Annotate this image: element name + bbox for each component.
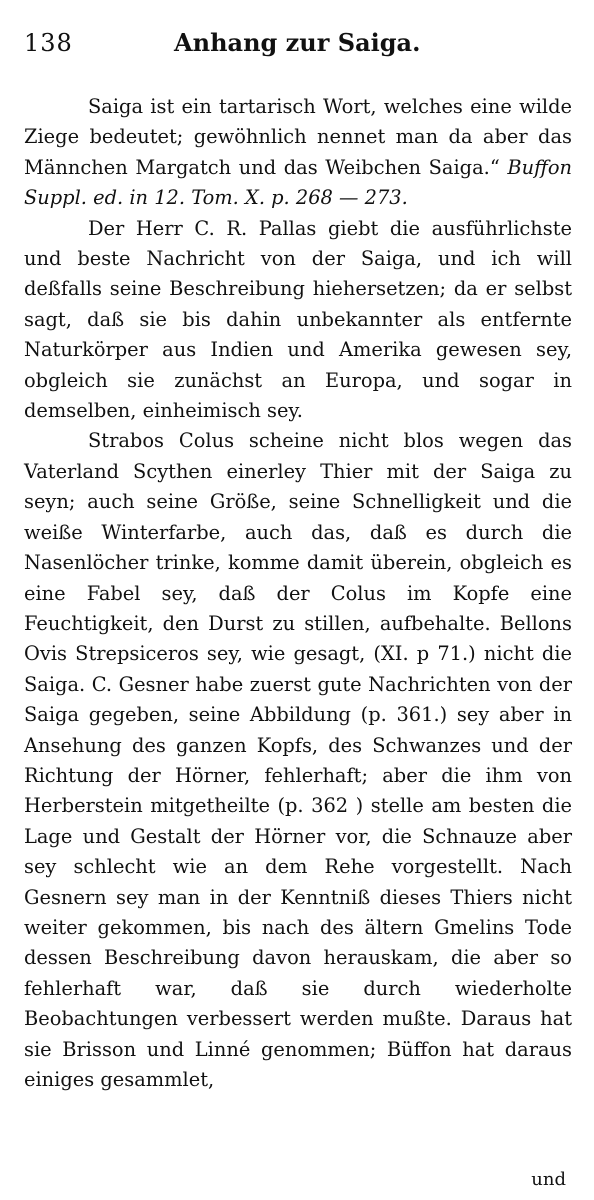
page-number: 138: [24, 29, 73, 57]
paragraph-strabo: Strabos Colus scheine nicht blos wegen das Vaterland Scythen einerley Thier mit der Saiga zu seyn; auch seine Größe, seine Schnelligkeit und die weiße Winterfarbe, auch das, daß es durch die Nasenlöcher trinke, komme damit überein, obgleich es eine Fabel sey, daß der Colus im Kopfe eine Feuchtigkeit, den Durst zu stillen, aufbehalte. Bellons Ovis Strepsiceros sey, wie gesagt, (XI. p 71.) nicht die Saiga. C. Gesner habe zuerst gute Nachrichten von der Saiga gegeben, seine Abbildung (p. 361.) sey aber in Ansehung des ganzen Kopfs, des Schwanzes und der Richtung der Hörner, fehlerhaft; aber die ihm von Herberstein mitgetheilte (p. 362 ) stelle am besten die Lage und Gestalt der Hörner vor, die Schnauze aber sey schlecht wie an dem Rehe vorgestellt. Nach Gesnern sey man in der Kenntniß dieses Thiers nicht weiter gekommen, bis nach des ältern Gmelins Tode dessen Beschreibung davon herauskam, die aber so fehlerhaft war, daß sie durch wiederholte Beobachtungen verbessert werden mußte. Daraus hat sie Brisson und Linné genommen; Büffon hat daraus einiges gesammlet,: [24, 429, 572, 1091]
buffon-citation: Buffon Suppl. ed. in 12. Tom. X. p. 268 — 273.: [24, 155, 572, 210]
running-title: Anhang zur Saiga.: [174, 28, 421, 57]
paragraph-quote-end: [24, 92, 572, 214]
catchword: und: [531, 1169, 566, 1190]
running-head: [24, 28, 572, 86]
paragraph-text: Saiga ist ein tartarisch Wort, welches eine wilde Ziege bedeutet; gewöhnlich nennet man da aber das Männchen Margatch und das Weibchen Saiga.“: [24, 95, 572, 179]
body-text: [24, 92, 572, 1095]
paragraph-pallas: Der Herr C. R. Pallas giebt die ausführlichste und beste Nachricht von der Saiga, und ich will deßfalls seine Beschreibung hiehersetzen; da er selbst sagt, daß sie bis dahin unbekannter als entfernte Naturkörper aus Indien und Amerika gewesen sey, obgleich sie zunächst an Europa, und sogar in demselben, einheimisch sey.: [24, 216, 572, 423]
